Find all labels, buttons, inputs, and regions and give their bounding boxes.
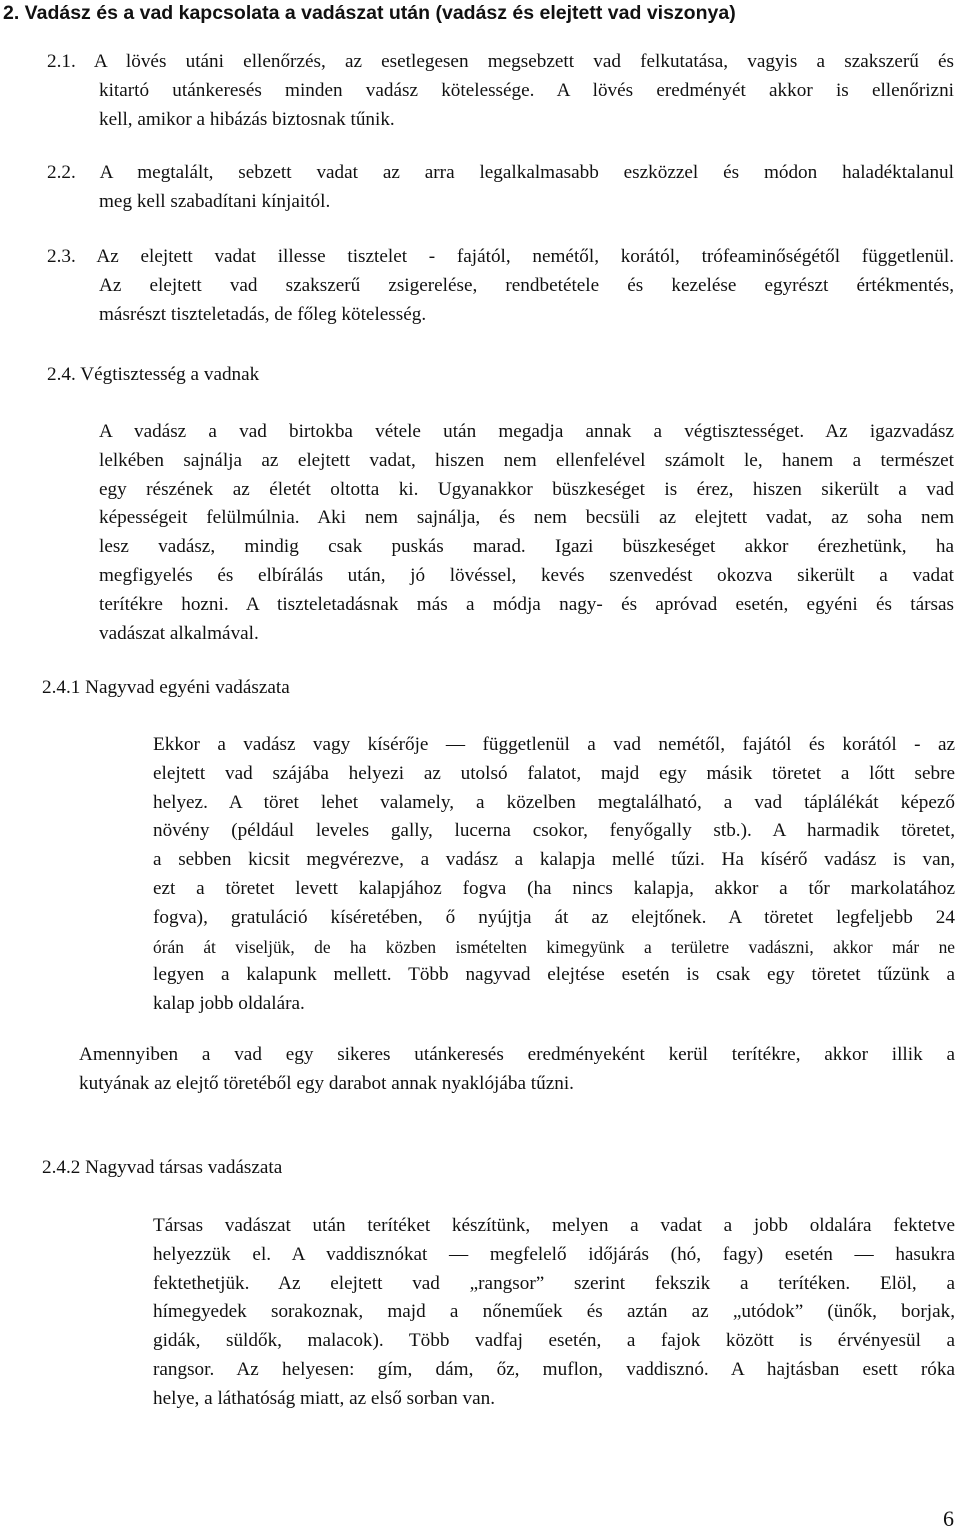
- paragraph-line: helye, a láthatóság miatt, az első sorban van.: [153, 1387, 496, 1409]
- paragraph-line: helyezzük el. A vaddisznókat — megfelelő időjárás (hó, fagy) esetén — hasukra: [153, 1243, 955, 1265]
- section-heading: 2.4.1 Nagyvad egyéni vadászata: [42, 677, 290, 698]
- paragraph-line: ezt a töretet levett kalapjához fogva (ha nincs kalapja, akkor a tőr markolatához: [153, 877, 955, 899]
- paragraph-line: kalap jobb oldalára.: [153, 993, 305, 1015]
- section-2-4-body: [99, 418, 954, 648]
- paragraph-line: helyez. A töret lehet valamely, a közelben megtalálható, a vad táplálékát képező: [153, 791, 955, 813]
- paragraph-line: egy részének az életét oltotta ki. Ugyanakkor büszkeséget is érez, hiszen sikerült a vad: [99, 478, 954, 500]
- paragraph-line: képességeit felülmúlnia. Aki nem sajnálja, és nem becsüli az elejtett vadat, az soha nem: [99, 507, 954, 529]
- paragraph-line: terítékre hozni. A tiszteletadásnak más a módja nagy- és apróvad esetén, egyéni és társas: [99, 593, 954, 615]
- section-2-4-2-heading-block: [42, 1154, 949, 1183]
- section-heading: 2.4. Végtisztesség a vadnak: [47, 364, 260, 385]
- paragraph-line: 2.2. A megtalált, sebzett vadat az arra legalkalmasabb eszközzel és módon haladéktalanul: [47, 162, 954, 183]
- paragraph-line: fektethetjük. Az elejtett vad „rangsor” szerint fekszik a terítéken. Elöl, a: [153, 1272, 955, 1294]
- paragraph-line: gidák, süldők, malacok). Több vadfaj esetén, a fajok között is érvényesül a: [153, 1330, 955, 1352]
- paragraph-line: másrészt tiszteletadás, de főleg kötelesség.: [99, 303, 427, 325]
- paragraph-line: kell, amikor a hibázás biztosnak tűnik.: [99, 108, 395, 130]
- section-2-3: [47, 243, 954, 329]
- paragraph-line: legyen a kalapunk mellett. Több nagyvad elejtése esetén is csak egy töretet tűzünk a: [153, 964, 955, 986]
- paragraph-line: A vadász a vad birtokba vétele után megadja annak a végtisztességet. Az igazvadász: [99, 421, 954, 442]
- paragraph-line: Társas vadászat után terítéket készítünk, melyen a vadat a jobb oldalára fektetve: [153, 1215, 955, 1236]
- section-2-4-heading-block: [47, 361, 954, 390]
- paragraph-line: 2.1. A lövés utáni ellenőrzés, az esetlegesen megsebzett vad felkutatása, vagyis a szakszerű és: [47, 51, 954, 72]
- paragraph-line: kutyának az elejtő töretéből egy darabot annak nyaklójába tűzni.: [79, 1072, 574, 1094]
- paragraph-line: rangsor. Az helyesen: gím, dám, őz, muflon, vaddisznó. A hajtásban esett róka: [153, 1358, 955, 1380]
- section-2-2: [47, 159, 954, 217]
- paragraph-line: megfigyelés és elbírálás után, jó lövéssel, kevés szenvedést okozva sikerült a vadat: [99, 564, 954, 586]
- paragraph-line: Az elejtett vad szakszerű zsigerelése, rendbetétele és kezelése egyrészt értékmentés,: [99, 274, 954, 296]
- paragraph-line: a sebben kicsit megvérezve, a vadász a kalapja mellé tűzi. Ha kísérő vadász is van,: [153, 849, 955, 871]
- paragraph-line: fogva), gratuláció kíséretében, ő nyújtja át az elejtőnek. A töretet legfeljebb 24: [153, 906, 955, 928]
- paragraph-line: Amennyiben a vad egy sikeres utánkeresés eredményeként kerül terítékre, akkor illik a: [79, 1044, 955, 1065]
- paragraph-line: növény (például leveles gally, lucerna csokor, fenyőgally stb.). A harmadik töretet,: [153, 820, 955, 842]
- page-number: 6: [943, 1506, 954, 1531]
- section-2-1: [47, 48, 954, 134]
- paragraph-line: kitartó utánkeresés minden vadász kötelessége. A lövés eredményét akkor is ellenőrizni: [99, 79, 954, 101]
- paragraph-line: elejtett vad szájába helyezi az utolsó falatot, majd egy másik töretet a lőtt sebre: [153, 762, 955, 784]
- section-2-4-1-heading-block: [42, 674, 949, 703]
- section-2-4-1-body: [153, 731, 955, 1019]
- paragraph-line: lelkében sajnálja az elejtett vadat, hiszen nem ellenfelével számolt le, hanem a természet: [99, 449, 954, 471]
- paragraph-line: Ekkor a vadász vagy kísérője — függetlenül a vad nemétől, fajától és korától - az: [153, 734, 955, 755]
- paragraph-line: lesz vadász, mindig csak puskás marad. Igazi büszkeséget akkor érezhetünk, ha: [99, 536, 954, 558]
- section-2-4-2-body: [153, 1212, 955, 1414]
- paragraph-line: 2.3. Az elejtett vadat illesse tisztelet - fajától, nemétől, korától, trófeaminőségétől függetlenül.: [47, 246, 954, 267]
- paragraph-line: hímegyedek sorakoznak, majd a nőneműek és aztán az „utódok” (ünők, borjak,: [153, 1301, 955, 1323]
- paragraph-line: meg kell szabadítani kínjaitól.: [99, 190, 331, 212]
- section-heading: 2.4.2 Nagyvad társas vadászata: [42, 1157, 283, 1178]
- section-2-4-1-note: [79, 1041, 955, 1099]
- chapter-heading: 2. Vadász és a vad kapcsolata a vadászat után (vadász és elejtett vad viszonya): [3, 2, 736, 24]
- paragraph-line: órán át viseljük, de ha közben ismételten kimegyünk a területre vadászni, akkor már ne: [153, 936, 955, 957]
- paragraph-line: vadászat alkalmával.: [99, 622, 259, 644]
